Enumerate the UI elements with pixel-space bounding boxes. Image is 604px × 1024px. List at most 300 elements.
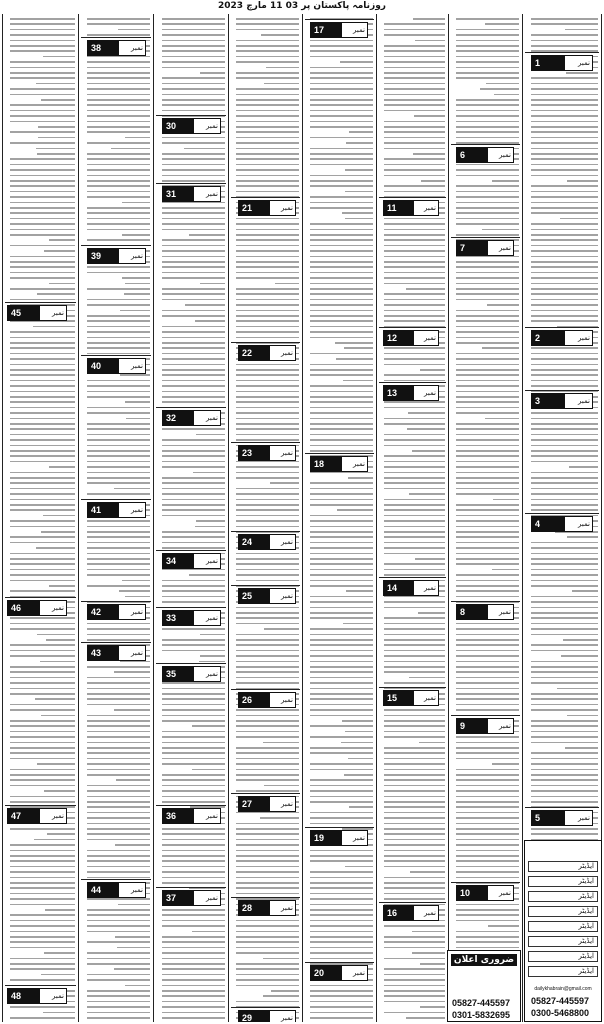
text-line — [87, 569, 150, 571]
text-line — [87, 839, 150, 841]
text-line — [384, 644, 445, 646]
text-line — [456, 531, 519, 533]
text-line — [10, 288, 75, 290]
text-line — [310, 882, 373, 884]
text-line — [531, 607, 598, 609]
text-line — [45, 909, 75, 911]
text-line — [236, 94, 299, 96]
text-line — [384, 801, 445, 803]
text-line — [236, 418, 299, 420]
text-line — [384, 806, 445, 808]
text-line — [10, 580, 75, 582]
item-tag: نمبر — [52, 812, 64, 820]
text-line — [384, 666, 445, 668]
text-line — [10, 175, 75, 177]
text-line — [384, 574, 445, 576]
text-line — [162, 347, 225, 349]
text-line — [384, 45, 445, 47]
text-line — [236, 866, 299, 868]
text-line — [41, 974, 75, 976]
item-number: 47 — [8, 809, 40, 823]
text-line — [340, 61, 373, 63]
text-line — [236, 99, 299, 101]
text-line — [531, 666, 598, 668]
item-tag: نمبر — [424, 909, 436, 917]
text-line — [87, 715, 150, 717]
text-line — [310, 682, 373, 684]
text-line — [310, 1001, 373, 1003]
item-tag: نمبر — [206, 190, 218, 198]
text-line — [87, 742, 150, 744]
text-line — [10, 801, 75, 803]
text-line — [35, 698, 75, 700]
text-line — [310, 407, 373, 409]
text-line — [162, 531, 225, 533]
text-line — [384, 320, 445, 322]
text-line — [236, 1001, 299, 1003]
text-line — [87, 23, 150, 25]
section-divider — [81, 499, 151, 500]
text-line — [531, 299, 598, 301]
text-line — [384, 88, 445, 90]
text-line — [384, 472, 445, 474]
text-line — [531, 34, 598, 36]
text-line — [531, 99, 598, 101]
item-number: 36 — [163, 809, 194, 823]
text-line — [420, 963, 445, 965]
item-number-box — [162, 118, 221, 134]
text-line — [87, 855, 150, 857]
text-line — [310, 272, 373, 274]
text-line — [488, 925, 519, 927]
editor-row: ایڈیٹر — [528, 921, 598, 932]
text-line — [87, 941, 150, 943]
text-line — [162, 914, 225, 916]
text-line — [236, 850, 299, 852]
text-line — [384, 509, 445, 511]
text-line — [162, 628, 225, 630]
text-line — [310, 725, 373, 727]
text-line — [162, 488, 225, 490]
text-line — [343, 380, 373, 382]
item-number-box — [310, 22, 368, 38]
text-line — [189, 234, 225, 236]
text-line — [456, 45, 519, 47]
page-header: روزنامہ پاکستان پر 03 11 مارچ 2023 — [218, 1, 386, 11]
text-line — [162, 790, 225, 792]
text-line — [236, 725, 299, 727]
text-line — [456, 860, 519, 862]
text-line — [456, 785, 519, 787]
text-line — [310, 67, 373, 69]
text-line — [236, 650, 299, 652]
item-tag: نمبر — [281, 538, 293, 546]
text-line — [87, 342, 150, 344]
text-line — [87, 450, 150, 452]
text-line — [344, 774, 373, 776]
text-line — [10, 828, 75, 830]
section-divider — [305, 827, 374, 828]
column-3 — [154, 14, 229, 1022]
text-line — [310, 229, 373, 231]
text-line — [10, 223, 75, 225]
text-line — [236, 385, 299, 387]
text-line — [310, 153, 373, 155]
text-line — [87, 331, 150, 333]
text-line — [114, 488, 150, 490]
text-line — [87, 207, 150, 209]
text-line — [114, 709, 150, 711]
text-line — [310, 423, 373, 425]
text-line — [531, 585, 598, 587]
text-line — [310, 698, 373, 700]
text-line — [384, 655, 445, 657]
text-line — [310, 671, 373, 673]
text-line — [236, 261, 299, 263]
item-tag: نمبر — [52, 992, 64, 1000]
text-line — [10, 682, 75, 684]
item-number: 40 — [88, 359, 119, 373]
item-tag: نمبر — [131, 506, 143, 514]
text-line — [531, 472, 598, 474]
text-line — [87, 288, 150, 290]
text-line — [456, 909, 519, 911]
text-line — [456, 369, 519, 371]
text-line — [236, 612, 299, 614]
ad-phone-2: 0301-5832695 — [452, 1010, 511, 1020]
item-number-box — [87, 882, 146, 898]
text-line — [87, 774, 150, 776]
text-line — [162, 326, 225, 328]
text-line — [485, 23, 519, 25]
text-line — [87, 180, 150, 182]
text-line — [456, 261, 519, 263]
text-line — [10, 925, 75, 927]
text-line — [162, 871, 225, 873]
text-line — [349, 806, 373, 808]
text-line — [87, 914, 150, 916]
text-line — [87, 553, 150, 555]
column-7 — [449, 14, 523, 1022]
section-divider — [156, 407, 226, 408]
text-line — [456, 223, 519, 225]
text-line — [310, 493, 373, 495]
text-line — [310, 72, 373, 74]
text-line — [310, 893, 373, 895]
section-divider — [451, 882, 520, 883]
text-line — [456, 396, 519, 398]
section-divider — [231, 342, 300, 343]
text-line — [10, 40, 75, 42]
text-line — [236, 250, 299, 252]
text-line — [162, 99, 225, 101]
text-line — [456, 871, 519, 873]
text-line — [162, 272, 225, 274]
text-line — [492, 763, 519, 765]
item-tag: نمبر — [424, 334, 436, 342]
text-line — [531, 45, 598, 47]
item-number: 9 — [457, 719, 488, 733]
text-line — [456, 941, 519, 943]
text-line — [456, 477, 519, 479]
section-divider — [379, 902, 446, 903]
text-line — [236, 634, 299, 636]
text-line — [456, 56, 519, 58]
text-line — [10, 693, 75, 695]
text-line — [342, 212, 373, 214]
text-line — [236, 272, 299, 274]
text-line — [310, 925, 373, 927]
text-line — [384, 898, 445, 900]
text-line — [456, 666, 519, 668]
text-line — [162, 250, 225, 252]
item-number-box — [456, 147, 514, 163]
text-line — [236, 968, 299, 970]
text-line — [384, 763, 445, 765]
text-line — [456, 407, 519, 409]
text-line — [384, 990, 445, 992]
text-line — [456, 164, 519, 166]
text-line — [162, 61, 225, 63]
text-line — [236, 364, 299, 366]
text-line — [310, 887, 373, 889]
column-2 — [79, 14, 154, 1022]
text-line — [567, 180, 598, 182]
text-line — [162, 866, 225, 868]
text-line — [10, 752, 75, 754]
text-line — [456, 191, 519, 193]
text-line — [456, 401, 519, 403]
text-line — [236, 401, 299, 403]
text-line — [87, 299, 150, 301]
editor-row: ایڈیٹر — [528, 951, 598, 962]
text-line — [419, 742, 445, 744]
text-line — [87, 218, 150, 220]
text-line — [531, 455, 598, 457]
text-line — [236, 655, 299, 657]
item-tag: نمبر — [499, 722, 511, 730]
item-tag: نمبر — [52, 604, 64, 612]
text-line — [162, 1017, 225, 1019]
text-line — [87, 191, 150, 193]
text-line — [236, 407, 299, 409]
text-line — [456, 374, 519, 376]
text-line — [310, 628, 373, 630]
text-line — [310, 574, 373, 576]
text-line — [162, 77, 225, 79]
text-line — [456, 439, 519, 441]
text-line — [236, 569, 299, 571]
text-line — [384, 968, 445, 970]
text-line — [87, 434, 150, 436]
item-tag: نمبر — [206, 557, 218, 565]
text-line — [260, 817, 299, 819]
item-tag: نمبر — [353, 834, 365, 842]
editors-block — [524, 840, 602, 1022]
text-line — [310, 364, 373, 366]
text-line — [87, 860, 150, 862]
item-number-box — [162, 186, 221, 202]
text-line — [236, 623, 299, 625]
text-line — [10, 677, 75, 679]
text-line — [310, 985, 373, 987]
text-line — [310, 936, 373, 938]
text-line — [456, 115, 519, 117]
ad-title: ضروری اعلان — [451, 954, 517, 966]
text-line — [162, 941, 225, 943]
text-line — [236, 396, 299, 398]
text-line — [531, 720, 598, 722]
text-line — [531, 229, 598, 231]
text-line — [87, 704, 150, 706]
text-line — [531, 191, 598, 193]
text-line — [236, 515, 299, 517]
text-line — [162, 774, 225, 776]
text-line — [384, 731, 445, 733]
text-line — [456, 266, 519, 268]
text-line — [384, 56, 445, 58]
text-line — [87, 688, 150, 690]
text-line — [162, 947, 225, 949]
text-line — [87, 585, 150, 587]
text-line — [310, 650, 373, 652]
text-line — [162, 218, 225, 220]
text-line — [310, 88, 373, 90]
text-line — [162, 34, 225, 36]
text-line — [336, 358, 373, 360]
item-number: 42 — [88, 605, 119, 619]
text-line — [384, 445, 445, 447]
text-line — [456, 677, 519, 679]
text-line — [87, 547, 150, 549]
text-line — [10, 412, 75, 414]
text-line — [264, 628, 299, 630]
text-line — [87, 477, 150, 479]
text-line — [456, 693, 519, 695]
text-line — [531, 698, 598, 700]
item-number-box — [383, 385, 439, 401]
text-line — [531, 207, 598, 209]
text-line — [384, 499, 445, 501]
item-number-box — [87, 40, 146, 56]
text-line — [531, 709, 598, 711]
item-number: 30 — [163, 119, 194, 133]
text-line — [310, 504, 373, 506]
item-number: 27 — [239, 797, 270, 811]
text-line — [410, 871, 445, 873]
text-line — [49, 466, 75, 468]
text-line — [87, 747, 150, 749]
text-line — [87, 77, 150, 79]
text-line — [310, 401, 373, 403]
text-line — [162, 693, 225, 695]
text-line — [87, 391, 150, 393]
text-line — [531, 542, 598, 544]
text-line — [531, 310, 598, 312]
item-number: 6 — [457, 148, 488, 162]
section-divider — [81, 601, 151, 602]
text-line — [456, 61, 519, 63]
text-line — [531, 245, 598, 247]
text-line — [10, 655, 75, 657]
text-line — [413, 153, 445, 155]
item-tag: نمبر — [131, 608, 143, 616]
item-tag: نمبر — [578, 397, 590, 405]
section-divider — [81, 245, 151, 246]
text-line — [384, 563, 445, 565]
text-line — [122, 202, 150, 204]
text-line — [384, 245, 445, 247]
text-line — [236, 320, 299, 322]
text-line — [236, 391, 299, 393]
section-divider — [231, 793, 300, 794]
text-line — [414, 115, 445, 117]
text-line — [162, 110, 225, 112]
text-line — [531, 725, 598, 727]
text-line — [236, 29, 299, 31]
text-line — [384, 347, 445, 349]
text-line — [44, 952, 75, 954]
text-line — [236, 158, 299, 160]
text-line — [236, 239, 299, 241]
text-line — [87, 720, 150, 722]
text-line — [87, 925, 150, 927]
text-line — [10, 958, 75, 960]
text-line — [310, 261, 373, 263]
text-line — [87, 212, 150, 214]
text-line — [10, 941, 75, 943]
text-line — [10, 769, 75, 771]
text-line — [87, 455, 150, 457]
text-line — [162, 315, 225, 317]
text-line — [236, 828, 299, 830]
text-line — [486, 83, 519, 85]
text-line — [236, 887, 299, 889]
text-line — [87, 266, 150, 268]
text-line — [310, 434, 373, 436]
text-line — [264, 785, 299, 787]
item-number: 29 — [239, 1011, 270, 1022]
text-line — [531, 412, 598, 414]
item-number: 45 — [8, 306, 40, 320]
text-line — [456, 423, 519, 425]
text-line — [236, 23, 299, 25]
text-line — [38, 126, 75, 128]
section-divider — [379, 382, 446, 383]
text-line — [236, 191, 299, 193]
text-line — [10, 882, 75, 884]
item-number-box — [310, 965, 368, 981]
text-line — [236, 677, 299, 679]
text-line — [384, 185, 445, 187]
text-line — [531, 121, 598, 123]
text-line — [531, 580, 598, 582]
text-line — [492, 569, 519, 571]
text-line — [531, 185, 598, 187]
text-line — [456, 450, 519, 452]
text-line — [310, 185, 373, 187]
text-line — [114, 968, 150, 970]
text-line — [531, 569, 598, 571]
text-line — [236, 709, 299, 711]
text-line — [236, 731, 299, 733]
text-line — [384, 223, 445, 225]
item-number: 18 — [311, 457, 342, 471]
text-line — [456, 671, 519, 673]
section-divider — [5, 985, 76, 986]
text-line — [531, 385, 598, 387]
text-line — [456, 563, 519, 565]
